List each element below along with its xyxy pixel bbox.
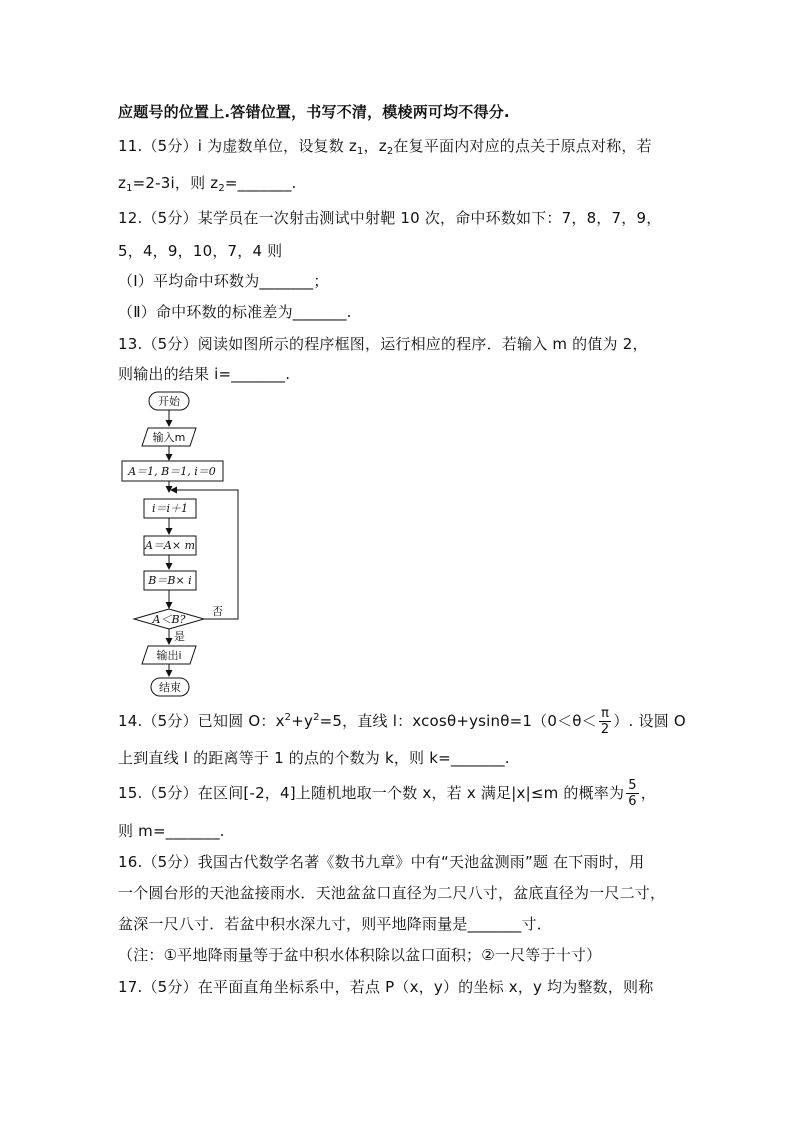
flow-start-label: 开始 [158,395,180,408]
pi-over-2-fraction: $\frac{\pi}{2}$ [600,706,610,737]
q13-line2: 则输出的结果 i=_______. [118,365,291,383]
flow-init-label: A＝1, B＝1, i＝0 [128,465,216,478]
q16-note: （注：①平地降雨量等于盆中积水体积除以盆口面积；②一尺等于十寸） [118,946,602,964]
five-sixths-fraction: $\frac{5}{6}$ [628,778,637,809]
q11-line2: $z_1=2-3i$，则 $z_2=\_\_\_\_\_\_\_$. [118,174,297,194]
flow-no-label: 否 [212,605,223,618]
q12-line2: 5，4，9，10，7，4 则 [118,242,283,260]
q14-line2: 上到直线 l 的距离等于 1 的点的个数为 k，则 k=_______. [118,749,510,767]
flow-yes-label: 是 [174,630,185,643]
flow-input-label: 输入m [152,431,186,444]
q12-line1: 12.（5分）某学员在一次射击测试中射靶 10 次，命中环数如下：7，8，7，9， [118,209,662,227]
header-note: 应题号的位置上.答错位置，书写不清，模棱两可均不得分. [118,103,510,121]
flow-step1-label: i＝i＋1 [151,502,189,515]
q15-line2: 则 m=_______. [118,822,225,840]
flow-step3-label: B＝B× i [148,574,192,587]
flow-output-label: 输出i [156,649,182,662]
q17-line1: 17.（5分）在平面直角坐标系中，若点 P（x，y）的坐标 x，y 均为整数，则称 [118,978,654,996]
q14-line1: 14.（5分）已知圆 O：$x^2+y^2=5$，直线 l：xcosθ+ysinθ=1（0＜θ＜ $\frac{\pi}{2}$ ）. 设圆 O [118,706,686,737]
q16-line3: 盆深一尺八寸．若盆中积水深九寸，则平地降雨量是_______寸． [118,915,552,933]
q11-line1: 11.（5分）i 为虚数单位，设复数 $z_1$，$z_2$在复平面内对应的点关于原点对称，若 [118,137,652,157]
flow-decision-label: A＜B? [152,613,186,626]
q16-line1: 16.（5分）我国古代数学名著《数书九章》中有“天池盆测雨”题 在下雨时，用 [118,853,645,871]
program-flowchart [118,388,248,698]
q15-line1: 15.（5分）在区间[-2，4]上随机地取一个数 x，若 x 满足|x|≤m 的概率为 $\frac{5}{6}$ ， [118,778,656,809]
q12-part1: （Ⅰ）平均命中环数为_______； [118,272,329,290]
q16-line2: 一个圆台形的天池盆接雨水．天池盆盆口直径为二尺八寸，盆底直径为一尺二寸， [118,884,666,902]
q12-part2: （Ⅱ）命中环数的标准差为_______. [118,303,352,321]
q13-line1: 13.（5分）阅读如图所示的程序框图，运行相应的程序．若输入 m 的值为 2， [118,335,648,353]
flow-end-label: 结束 [159,681,181,694]
flow-step2-label: A＝A× m [144,539,196,552]
